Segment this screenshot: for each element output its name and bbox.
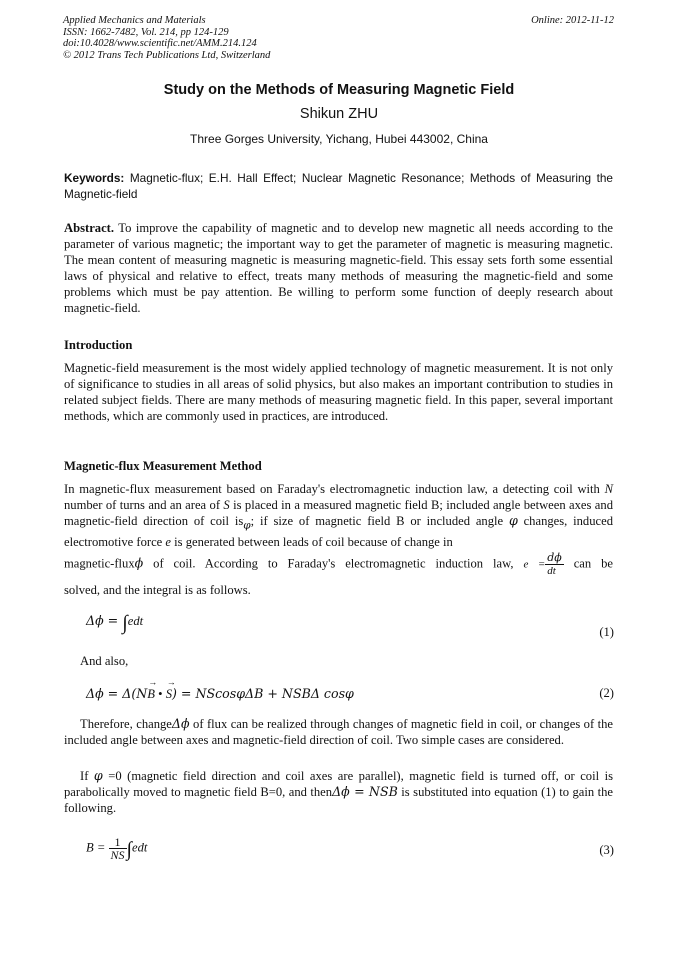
fraction-denominator: NS <box>110 848 125 862</box>
text-run: is generated between leads of coil because of change in <box>171 534 453 549</box>
text-run: number of turns and an area of <box>64 498 224 512</box>
text-run: In magnetic-flux measurement based on Faraday's electromagnetic induction law, a detecting coil with <box>64 482 605 496</box>
var-flux: ϕ <box>134 555 144 571</box>
eq3-rhs: edt <box>132 840 148 855</box>
text-run: ; if size of magnetic field B or included angle <box>250 514 509 528</box>
text-run: can be <box>563 556 613 571</box>
fraction-numerator: 1 <box>109 836 127 849</box>
text-run: If <box>80 769 94 783</box>
eq2-part: ) = NScosφΔB + NSBΔ cosφ <box>171 686 354 701</box>
paper-affiliation: Three Gorges University, Yichang, Hubei 443002, China <box>190 132 488 146</box>
magnetic-flux-heading: Magnetic-flux Measurement Method <box>64 459 262 473</box>
text-run: of flux can be realized through changes of magnetic field in coil, or changes of the included angle between axes and magnetic-field direction of coil. Two simple cases are considered. <box>64 717 613 747</box>
paper-author: Shikun ZHU <box>299 106 379 122</box>
dot-operator: • <box>154 687 166 701</box>
issn-line: ISSN: 1662-7482, Vol. 214, pp 124-129 <box>63 26 229 38</box>
equation-1-number: (1) <box>599 625 614 639</box>
var-delta-phi: Δϕ <box>171 716 190 731</box>
therefore-paragraph <box>64 716 613 748</box>
inline-equation: Δϕ = NSB <box>332 784 398 799</box>
keywords-label: Keywords: <box>64 171 125 185</box>
text-run: Therefore, change <box>80 717 172 731</box>
online-date: Online: 2012-11-12 <box>531 15 614 26</box>
keywords <box>64 171 613 202</box>
eq3-fraction <box>109 836 127 861</box>
introduction-heading: Introduction <box>64 338 133 352</box>
text-run: of coil. According to Faraday's electromagnetic induction law, <box>143 556 524 571</box>
var-N: N <box>604 482 613 496</box>
fraction-numerator: dϕ <box>547 551 562 564</box>
abstract <box>64 220 613 316</box>
eq1-lhs: Δϕ = <box>86 613 123 628</box>
magnetic-flux-paragraph <box>64 481 613 550</box>
equation-2 <box>86 686 354 702</box>
introduction-text: Magnetic-field measurement is the most widely applied technology of magnetic measurement. It is not only of significance to studies in all areas of solid physics, but also makes an important contribution to studies in related subject fields. There are many methods of measuring magnetic field. In this paper, several important methods, which are commonly used in practices, are introduced. <box>64 361 613 423</box>
fraction-denominator: dt <box>547 565 556 577</box>
magnetic-flux-paragraph-end: solved, and the integral is as follows. <box>64 583 251 597</box>
keywords-text: Magnetic-flux; E.H. Hall Effect; Nuclear Magnetic Resonance; Methods of Measuring the Magnetic-field <box>64 171 613 201</box>
abstract-label: Abstract. <box>64 221 115 235</box>
text-run: magnetic-flux <box>64 556 135 571</box>
paper-title: Study on the Methods of Measuring Magnetic Field <box>163 82 515 98</box>
vector-B: → B <box>147 687 155 702</box>
var-phi-sub: φ <box>243 519 251 532</box>
vector-S: → S <box>166 687 172 702</box>
equation-3-number: (3) <box>599 843 614 857</box>
text-run: is substituted into equation (1) to gain the following. <box>64 785 613 815</box>
equation-3 <box>86 836 147 861</box>
text-run: =0 (magnetic field direction and coil axes are parallel), magnetic field is turned off, or coil is parabolically moved to magnetic field B=0, and then <box>64 769 614 799</box>
doi-line: doi:10.4028/www.scientific.net/AMM.214.124 <box>63 38 257 49</box>
faraday-lhs: e = <box>523 558 546 571</box>
eq2-part: Δϕ = Δ(N <box>86 686 148 701</box>
and-also-text: And also, <box>80 654 129 668</box>
text-run: changes, induced electromotive force <box>64 514 613 549</box>
abstract-text: To improve the capability of magnetic and to develop new magnetic all needs according to the parameter of various magnetic; the important way to get the parameter of magnetic is measuring magnetic. The mean content of measuring magnetic is measuring magnetic-field. This essay sets forth some essential laws of physical and relative to effect, treats many methods of measuring the magnetic-field and some problems which must be pay attention. Be willing to perform some function of deeply research about magnetic-field. <box>64 221 613 315</box>
journal-header <box>63 15 270 61</box>
equation-1 <box>86 612 143 635</box>
equation-2-number: (2) <box>599 686 614 700</box>
text-run: is placed in a measured magnetic field B; included angle between axes and magnetic-field direction of coil is <box>64 498 613 528</box>
eq3-lhs: B = <box>86 840 106 855</box>
copyright-line: © 2012 Trans Tech Publications Ltd, Switzerland <box>63 49 271 61</box>
journal-name: Applied Mechanics and Materials <box>63 15 206 26</box>
faraday-fraction <box>545 552 564 577</box>
eq1-rhs: edt <box>127 614 144 628</box>
var-phi: φ <box>93 768 103 783</box>
var-phi: φ <box>508 513 518 528</box>
integral-symbol: ∫ <box>122 612 128 634</box>
var-e: e <box>165 534 171 549</box>
integral-symbol: ∫ <box>126 838 132 861</box>
if-paragraph <box>64 768 613 816</box>
var-S: S <box>223 498 230 512</box>
magnetic-flux-paragraph-line <box>64 552 613 577</box>
